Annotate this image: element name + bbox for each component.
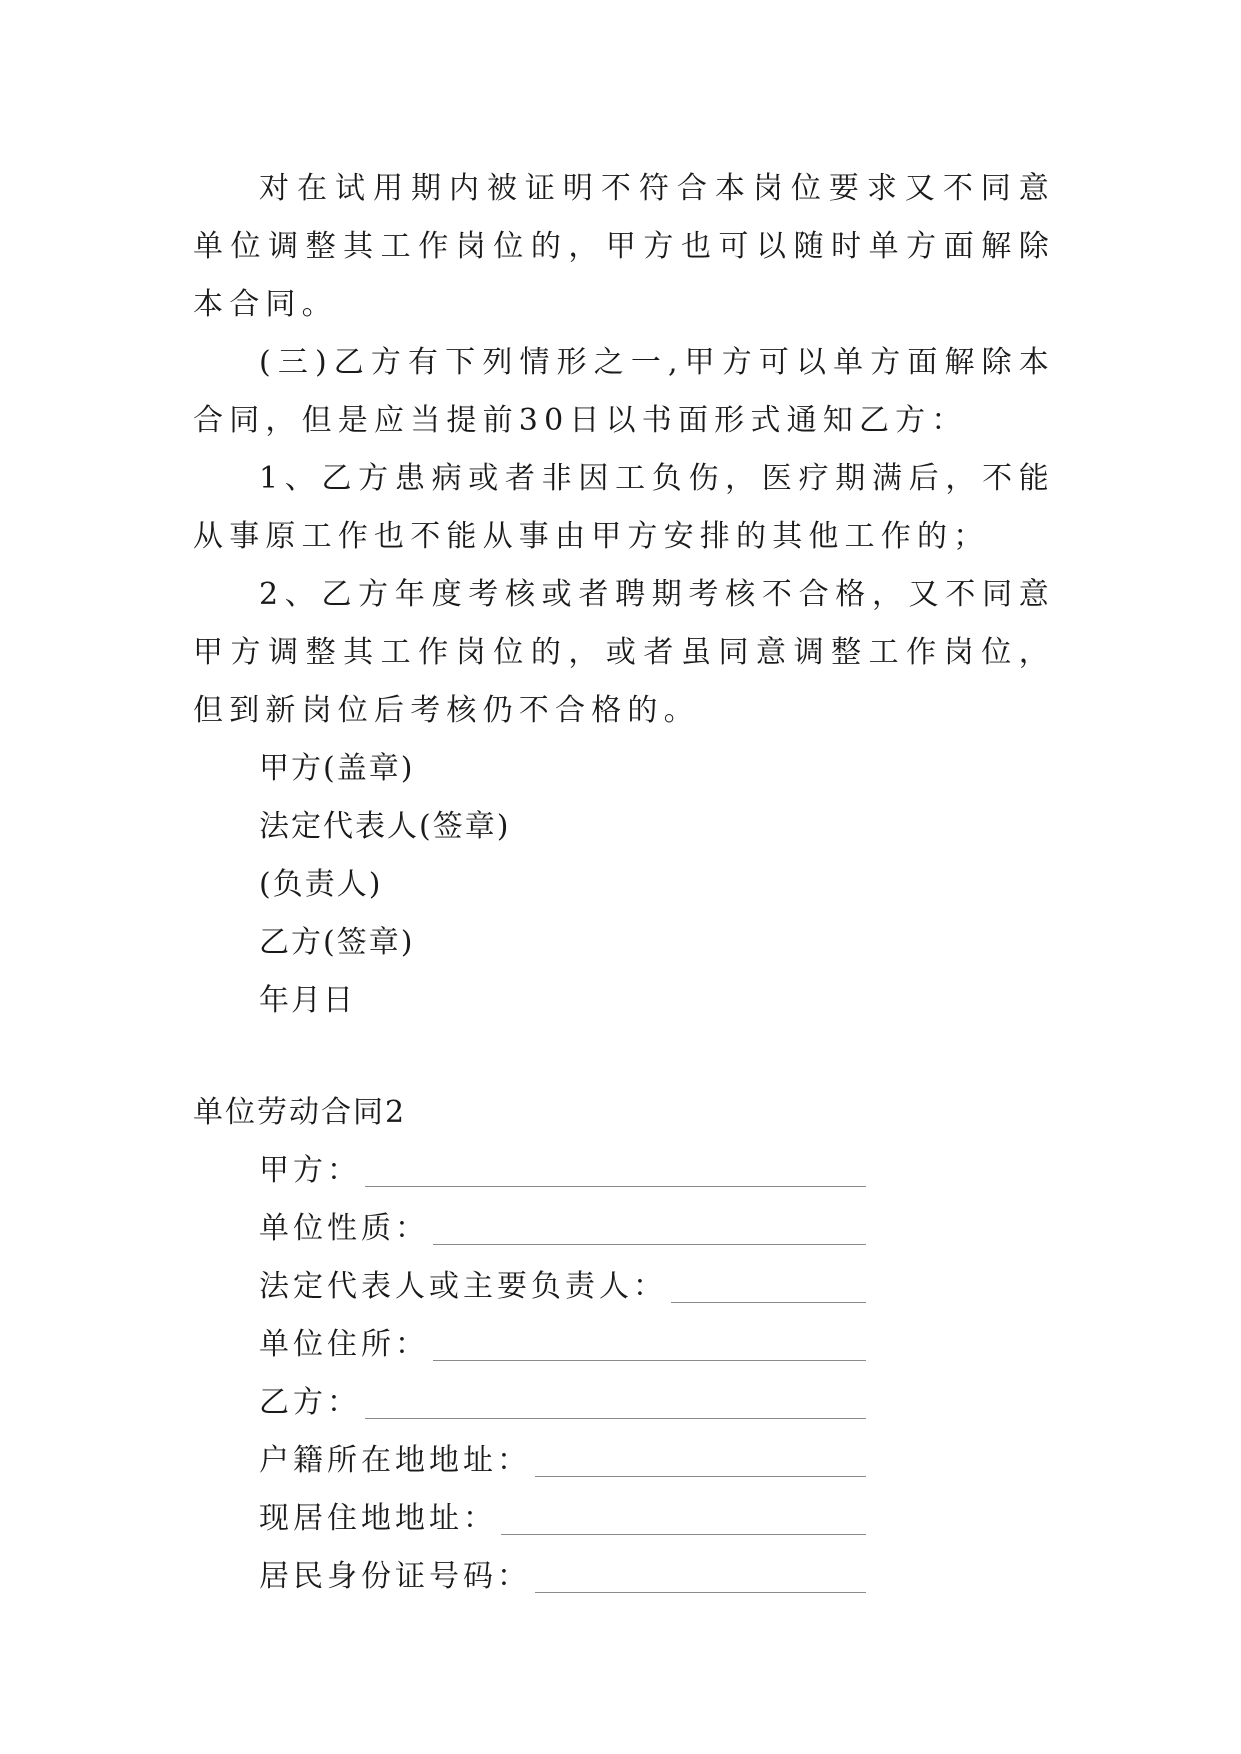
party-a-label: 甲方： <box>259 1153 361 1188</box>
party-a-blank[interactable] <box>365 1185 866 1187</box>
legal-rep-blank[interactable] <box>671 1301 866 1303</box>
party-a-seal-line: 甲方(盖章) <box>259 751 415 786</box>
current-address-field <box>259 1490 866 1548</box>
party-b-sign-line: 乙方(签章) <box>259 925 415 960</box>
unit-address-label: 单位住所： <box>259 1327 429 1362</box>
unit-nature-label: 单位性质： <box>259 1211 429 1246</box>
date-line: 年月日 <box>259 983 355 1018</box>
legal-rep-field <box>259 1258 866 1316</box>
unit-nature-field <box>259 1200 866 1258</box>
responsible-person-line: (负责人) <box>259 867 383 902</box>
current-address-blank[interactable] <box>501 1533 866 1535</box>
id-number-blank[interactable] <box>535 1591 866 1593</box>
contract-2-title: 单位劳动合同2 <box>193 1095 407 1130</box>
party-a-field <box>259 1142 866 1200</box>
paragraph-notice-termination: (三)乙方有下列情形之一,甲方可以单方面解除本合同，但是应当提前30日以书面形式通知乙方： <box>193 345 1055 438</box>
paragraph-assessment-clause: 2、乙方年度考核或者聘期考核不合格，又不同意甲方调整其工作岗位的，或者虽同意调整工作岗位，但到新岗位后考核仍不合格的。 <box>193 577 1055 728</box>
legal-rep-label: 法定代表人或主要负责人： <box>259 1269 667 1304</box>
legal-rep-sign-line: 法定代表人(签章) <box>259 809 511 844</box>
household-address-label: 户籍所在地地址： <box>259 1443 531 1478</box>
id-number-field <box>259 1548 866 1606</box>
party-b-field <box>259 1374 866 1432</box>
paragraph-illness-clause: 1、乙方患病或者非因工负伤，医疗期满后，不能从事原工作也不能从事由甲方安排的其他工作的； <box>193 461 1055 554</box>
unit-nature-blank[interactable] <box>433 1243 866 1245</box>
party-b-label: 乙方： <box>259 1385 361 1420</box>
household-address-field <box>259 1432 866 1490</box>
paragraph-probation-termination: 对在试用期内被证明不符合本岗位要求又不同意单位调整其工作岗位的，甲方也可以随时单方面解除本合同。 <box>193 171 1055 322</box>
unit-address-field <box>259 1316 866 1374</box>
document-page <box>193 160 1055 1606</box>
household-address-blank[interactable] <box>535 1475 866 1477</box>
current-address-label: 现居住地地址： <box>259 1501 497 1536</box>
section-spacer <box>193 1030 1055 1084</box>
unit-address-blank[interactable] <box>433 1359 866 1361</box>
party-b-blank[interactable] <box>365 1417 866 1419</box>
id-number-label: 居民身份证号码： <box>259 1559 531 1594</box>
